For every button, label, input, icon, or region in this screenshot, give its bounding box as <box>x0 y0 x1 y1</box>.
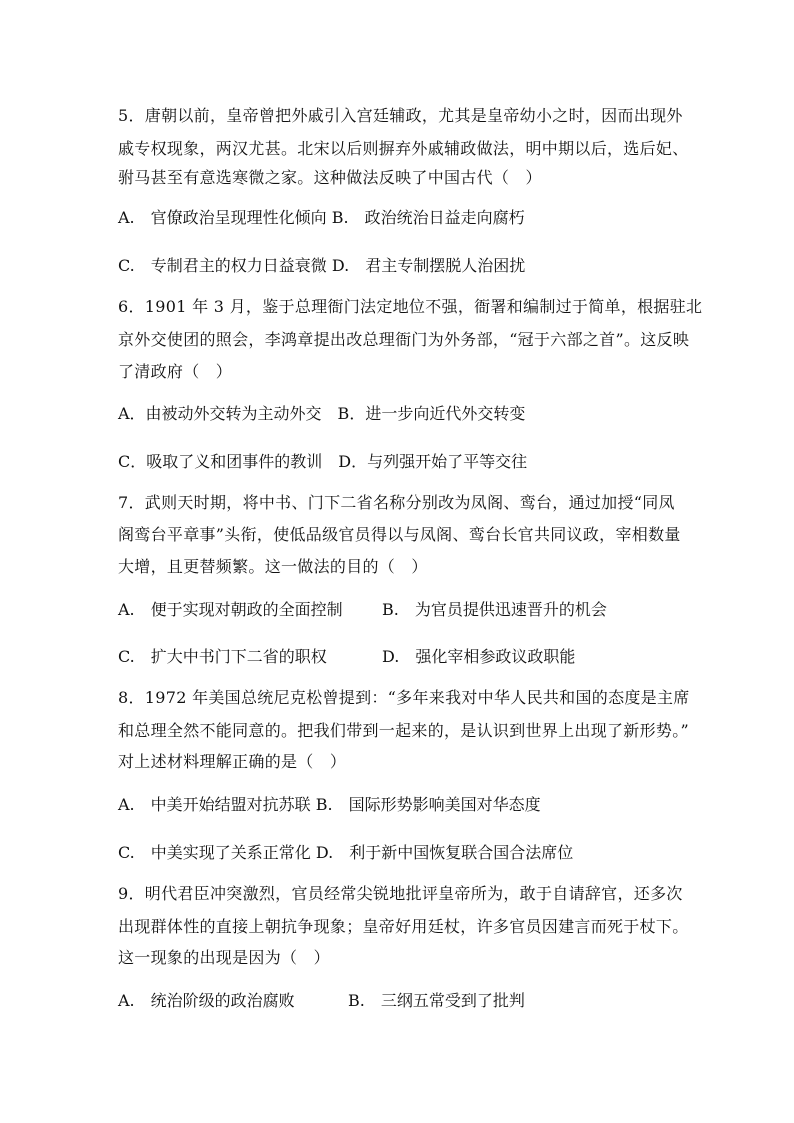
question-8-options-row-1: A. 中美开始结盟对抗苏联 B. 国际形势影响美国对华态度 <box>118 795 541 814</box>
question-8-line-1: 8．1972 年美国总统尼克松曾提到：“多年来我对中华人民共和国的态度是主席 <box>118 688 690 707</box>
question-7-line-1: 7．武则天时期，将中书、门下二省名称分别改为凤阁、鸾台，通过加授“同凤 <box>118 493 675 512</box>
question-6-options-row-2: C．吸取了义和团事件的教训 D．与列强开始了平等交往 <box>118 452 528 471</box>
question-5-options-row-2: C. 专制君主的权力日益衰微 D. 君主专制摆脱人治困扰 <box>118 256 526 275</box>
question-9-line-3: 这一现象的出现是因为（ ） <box>118 948 330 967</box>
question-7-line-3: 大增，且更替频繁。这一做法的目的（ ） <box>118 557 428 576</box>
question-5-line-1: 5．唐朝以前，皇帝曾把外戚引入宫廷辅政，尤其是皇帝幼小之时，因而出现外 <box>118 106 683 125</box>
question-7-line-2: 阁鸾台平章事”头衔，使低品级官员得以与凤阁、鸾台长官共同议政，宰相数量 <box>118 525 681 544</box>
question-8-line-3: 对上述材料理解正确的是（ ） <box>118 752 347 771</box>
question-8-options-row-2: C. 中美实现了关系正常化 D. 利于新中国恢复联合国合法席位 <box>118 843 574 862</box>
question-8-line-2: 和总理全然不能同意的。把我们带到一起来的，是认识到世界上出现了新形势。” <box>118 721 689 740</box>
question-7-option-d: D. 强化宰相参政议政职能 <box>382 647 576 666</box>
question-7-option-b: B. 为官员提供迅速晋升的机会 <box>382 600 607 619</box>
question-9-option-b: B. 三纲五常受到了批判 <box>348 991 525 1010</box>
question-6-line-2: 京外交使团的照会，李鸿章提出改总理衙门为外务部，“冠于六部之首”。这反映 <box>118 330 690 349</box>
question-9-line-2: 出现群体性的直接上朝抗争现象；皇帝好用廷杖，许多官员因建言而死于杖下。 <box>118 917 689 936</box>
question-5-options-row-1: A. 官僚政治呈现理性化倾向 B. 政治统治日益走向腐朽 <box>118 208 525 227</box>
question-7-option-c: C. 扩大中书门下二省的职权 <box>118 647 327 666</box>
question-6-line-1: 6．1901 年 3 月，鉴于总理衙门法定地位不强，衙署和编制过于简单，根据驻北 <box>118 297 703 316</box>
question-7-option-a: A. 便于实现对朝政的全面控制 <box>118 600 343 619</box>
question-5-line-2: 戚专权现象，两汉尤甚。北宋以后则摒弃外戚辅政做法，明中期以后，选后妃、 <box>118 139 689 158</box>
question-9-option-a: A. 统治阶级的政治腐败 <box>118 991 295 1010</box>
question-6-line-3: 了清政府（ ） <box>118 362 233 381</box>
question-5-line-3: 驸马甚至有意选寒微之家。这种做法反映了中国古代（ ） <box>118 168 542 187</box>
question-6-options-row-1: A．由被动外交转为主动外交 B．进一步向近代外交转变 <box>118 404 526 423</box>
question-9-line-1: 9．明代君臣冲突激烈，官员经常尖锐地批评皇帝所为，敢于自请辞官，还多次 <box>118 884 683 903</box>
